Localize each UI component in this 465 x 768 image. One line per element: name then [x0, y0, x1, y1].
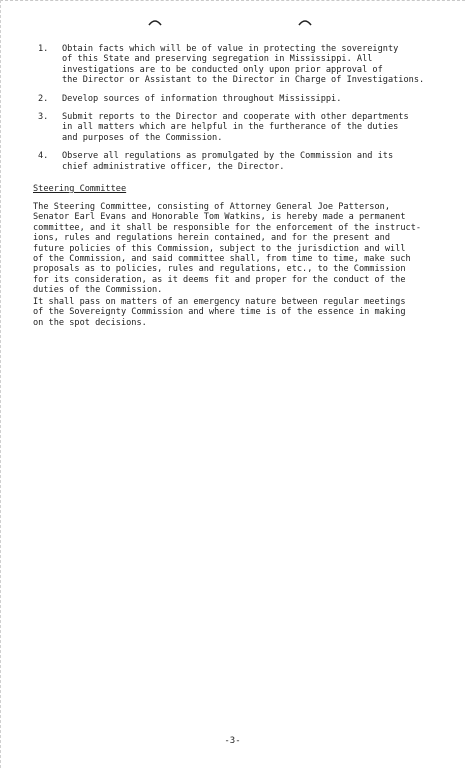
section-heading: Steering Committee [33, 184, 127, 194]
page-left-edge [0, 0, 4, 768]
list-item-number: 1. [38, 44, 49, 54]
page-number: -3- [224, 736, 241, 746]
list-item [38, 94, 450, 104]
list-item [38, 44, 450, 86]
list-item-number: 2. [38, 93, 49, 104]
list-item-text: Develop sources of information throughout Mississippi. [62, 93, 342, 104]
list-item-number: 4. [38, 151, 49, 162]
binder-clip-mark-left [148, 18, 162, 26]
section-paragraph-2: It shall pass on matters of an emergency nature between regular meetings of the Sovereignty Commission and where time is of the essence in making on the spot decisions. [33, 297, 406, 328]
section-paragraph-1: The Steering Committee, consisting of Attorney General Joe Patterson, Senator Earl Evans and Honorable Tom Watkins, is hereby made a permanent committee, and it shall be responsible for the enforcement of the instruct- ions, rules and regulations herein contained, and for the present and future policies of this Commission, subject to the jurisdiction and will of the Commission, and said committee shall, from time to time, make such proposals as to policies, rules and regulations, etc., to the Commission for its consideration, as it deems fit and proper for the conduct of the duties of the Commission. [33, 202, 422, 296]
page-top-edge [0, 0, 465, 5]
list-item [38, 151, 450, 172]
list-item [38, 112, 450, 143]
list-item-text: Observe all regulations as promulgated by the Commission and its chief administrative officer, the Director. [62, 151, 394, 172]
list-item-number: 3. [38, 112, 49, 123]
numbered-list [38, 44, 450, 180]
list-item-text: Submit reports to the Director and cooperate with other departments in all matters which are helpful in the furtherance of the duties and purposes of the Commission. [62, 112, 409, 143]
binder-clip-mark-right [298, 18, 312, 26]
list-item-text: Obtain facts which will be of value in protecting the sovereignty of this State and preserving segregation in Mississippi. All investigations are to be conducted only upon prior approval of the Director or Assistant to the Director in Charge of Investigations. [62, 44, 425, 86]
